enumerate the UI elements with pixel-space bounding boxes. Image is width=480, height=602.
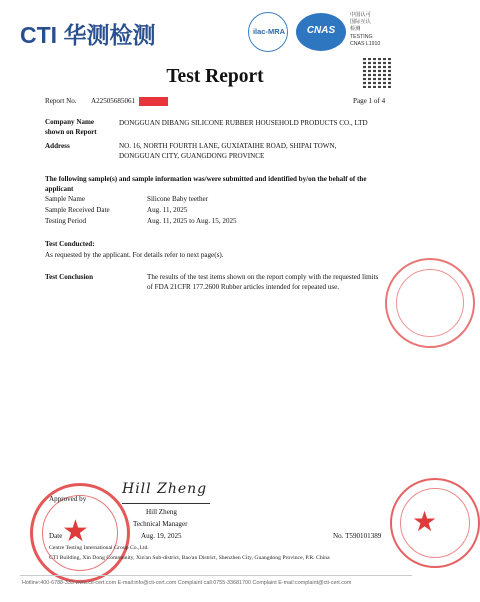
date-label: Date	[49, 532, 63, 540]
page-info: Page 1 of 4	[353, 97, 386, 105]
footer-contact: Hotline:400-6788-333 www.cti-cert.com E-mail:info@cti-cert.com Complaint call:0755-33681700 Complaint E-mail:complaint@cti-cert.com	[22, 580, 352, 586]
cti-logo: CTI 华测检测	[20, 22, 156, 48]
cnas-label: CNAS	[306, 25, 336, 36]
company-label: Company Name shown on Report	[45, 118, 97, 136]
document-number: No. T590101389	[333, 532, 382, 540]
report-no-label: Report No.	[45, 97, 77, 105]
sample-name-label: Sample Name	[45, 195, 85, 203]
signature-line	[122, 503, 210, 504]
date-value: Aug. 19, 2025	[141, 532, 182, 540]
received-date-label: Sample Received Date	[45, 206, 110, 214]
testing-period-value: Aug. 11, 2025 to Aug. 15, 2025	[147, 217, 237, 225]
page-title: Test Report	[166, 66, 264, 87]
footer-divider	[20, 575, 412, 576]
test-conducted-label: Test Conducted:	[45, 240, 95, 248]
signature: Hill Zheng	[122, 481, 208, 497]
redaction-block	[139, 97, 168, 106]
star-icon: ★	[412, 505, 438, 538]
testing-period-label: Testing Period	[45, 217, 87, 225]
ilac-mra-label: ilac-MRA	[252, 27, 286, 36]
conclusion-label: Test Conclusion	[45, 273, 94, 281]
company-footer-name: Centre Testing International Group Co.,Ltd.	[49, 545, 149, 551]
star-icon: ★	[62, 514, 89, 549]
address-value: NO. 16, NORTH FOURTH LANE, GUXIATAIHE ROAD, SHIPAI TOWN, DONGGUAN CITY, GUANGDONG PROVINCE	[119, 142, 337, 160]
company-value: DONGGUAN DIBANG SILICONE RUBBER HOUSEHOLD PRODUCTS CO., LTD	[119, 119, 368, 127]
inspection-seal-inner-ring	[396, 269, 464, 337]
signer-title: Technical Manager	[133, 520, 188, 528]
received-date-value: Aug. 11, 2025	[147, 206, 188, 214]
approved-by-label: Approved by	[49, 495, 87, 503]
test-conducted-value: As requested by the applicant. For details refer to next page(s).	[45, 251, 224, 259]
sample-intro: The following sample(s) and sample information was/were submitted and identified by/on the behalf of the applicant	[45, 175, 367, 193]
company-footer-address: CTI Building, Xin Dong Community, Xin'an Sub-district, Bao'an District, Shenzhen City, Guangdong Province, P.R. China	[49, 555, 330, 561]
cnas-accreditation-text: 中国认可 国际互认 检测 TESTING CNAS L1910	[350, 12, 381, 47]
address-label: Address	[45, 142, 70, 150]
conclusion-value: The results of the test items shown on the report comply with the requested limits of FDA 21CFR 177.2600 Rubber articles intended for repeated use.	[147, 273, 379, 291]
report-no-value: A22505685061	[91, 97, 136, 105]
signer-name: Hill Zheng	[146, 508, 177, 516]
sample-name-value: Silicone Baby teether	[147, 195, 209, 203]
